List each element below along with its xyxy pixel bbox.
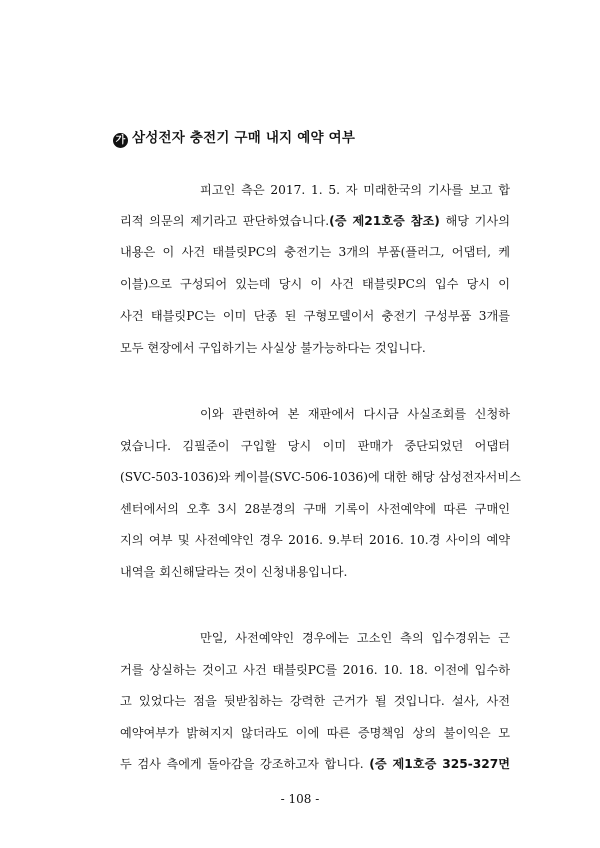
text-run: 리적 의문의 제기라고 판단하였습니다.	[120, 214, 330, 228]
exhibit-reference: (증 제1호증 325-327면	[369, 757, 510, 771]
paragraph-3-line-3: 고 있었다는 점을 뒷받침하는 강력한 근거가 될 것입니다. 설사, 사전	[120, 694, 510, 708]
page-number: - 108 -	[280, 792, 320, 806]
paragraph-2-line-2: 였습니다. 김필준이 구입할 당시 이미 판매가 중단되었던 어댑터	[120, 439, 510, 453]
section-marker: 가	[113, 133, 128, 148]
section-title: 삼성전자 충전기 구매 내지 예약 여부	[132, 130, 356, 146]
paragraph-3-line-2: 거를 상실하는 것이고 사건 태블릿PC를 2016. 10. 18. 이전에 입수하	[120, 663, 510, 677]
paragraph-2-line-6: 내역을 회신해달라는 것이 신청내용입니다.	[120, 565, 348, 579]
paragraph-1-line-2	[120, 213, 510, 229]
exhibit-reference: (증 제21호증 참조)	[329, 214, 440, 228]
paragraph-2-line-4: 센터에서의 오후 3시 28분경의 구매 기록이 사전예약에 따른 구매인	[120, 502, 510, 516]
text-run: 두 검사 측에게 돌아감을 강조하고자 합니다.	[120, 757, 370, 771]
paragraph-3-line-5	[120, 756, 510, 772]
paragraph-2-line-1: 이와 관련하여 본 재판에서 다시금 사실조회를 신청하	[200, 407, 510, 421]
paragraph-3-line-4: 예약여부가 밝혀지지 않더라도 이에 따른 증명책임 상의 불이익은 모	[120, 726, 510, 740]
paragraph-1-line-1: 피고인 측은 2017. 1. 5. 자 미래한국의 기사를 보고 합	[200, 183, 510, 197]
paragraph-1-line-4: 이블)으로 구성되어 있는데 당시 이 사건 태블릿PC의 입수 당시 이	[120, 277, 510, 291]
paragraph-1-line-3: 내용은 이 사건 태블릿PC의 충전기는 3개의 부품(플러그, 어댑터, 케	[120, 245, 510, 259]
paragraph-2-line-3: (SVC-503-1036)와 케이블(SVC-506-1036)에 대한 해당 삼성전자서비스	[120, 470, 521, 484]
text-run: 해당 기사의	[439, 214, 510, 228]
paragraph-3-line-1: 만일, 사전예약인 경우에는 고소인 측의 입수경위는 근	[200, 631, 510, 645]
section-heading	[113, 126, 355, 148]
paragraph-1-line-6: 모두 현장에서 구입하기는 사실상 불가능하다는 것입니다.	[120, 341, 426, 355]
paragraph-2-line-5: 지의 여부 및 사전예약인 경우 2016. 9.부터 2016. 10.경 사이의 예약	[120, 533, 510, 547]
paragraph-1-line-5: 사건 태블릿PC는 이미 단종 된 구형모델이서 충전기 구성부품 3개를	[120, 309, 510, 323]
